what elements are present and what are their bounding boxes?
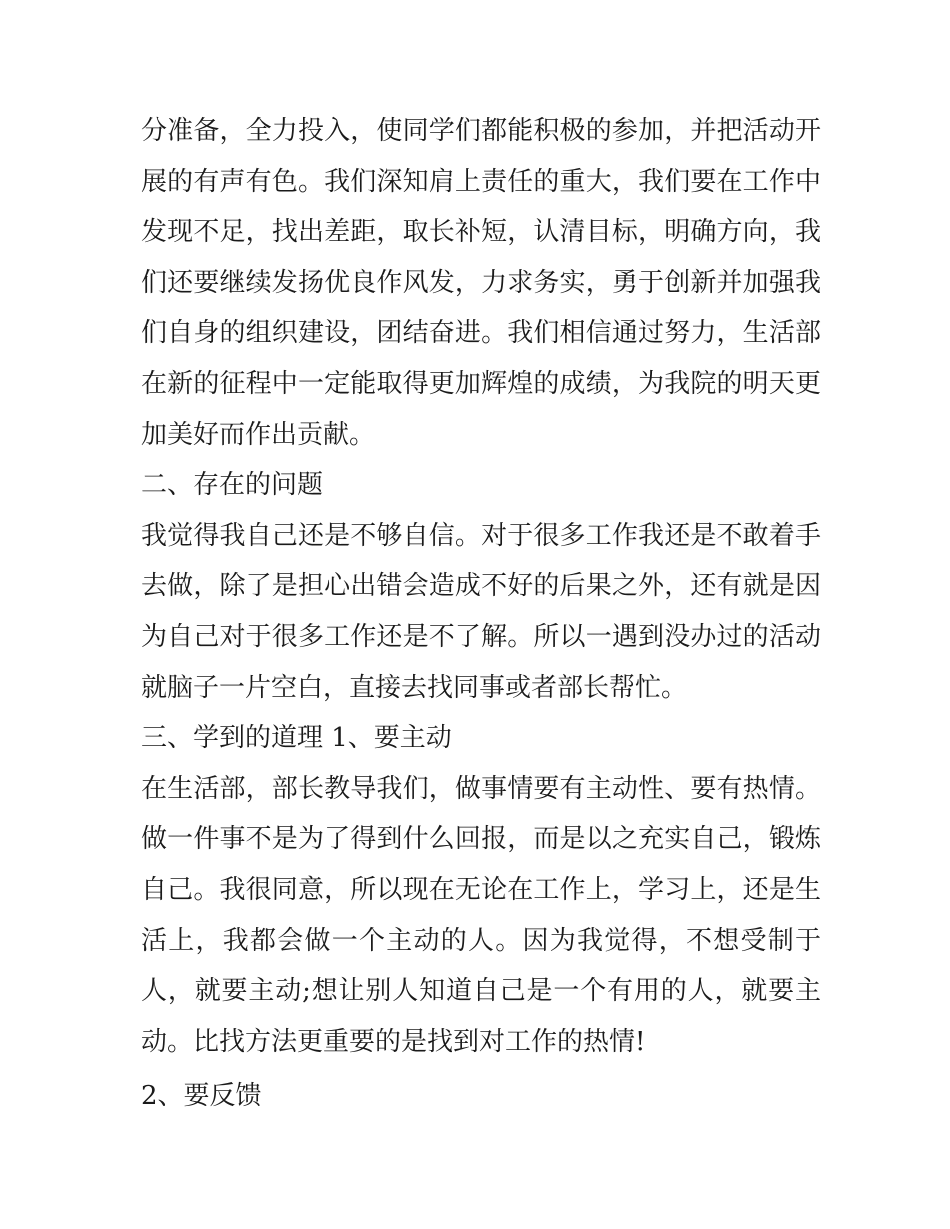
paragraph-be-proactive: 在生活部，部长教导我们，做事情要有主动性、要有热情。做一件事不是为了得到什么回报，而是以之充实自己，锻炼自己。我很同意，所以现在无论在工作上，学习上，还是生活上，我都会做一个主动的人。因为我觉得，不想受制于人，就要主动;想让别人知道自己是一个有用的人，就要主动。比找方法更重要的是找到对工作的热情!: [141, 773, 821, 1057]
heading-lessons-learned: 三、学到的道理 1、要主动: [141, 723, 452, 754]
heading-give-feedback: 2、要反馈: [141, 1081, 262, 1112]
paragraph-summary-continued: 分准备，全力投入，使同学们都能积极的参加，并把活动开展的有声有色。我们深知肩上责任的重大，我们要在工作中发现不足，找出差距，取长补短，认清目标，明确方向，我们还要继续发扬优良作风发，力求务实，勇于创新并加强我们自身的组织建设，团结奋进。我们相信通过努力，生活部在新的征程中一定能取得更加辉煌的成绩，为我院的明天更加美好而作出贡献。: [141, 116, 821, 450]
heading-existing-problems: 二、存在的问题: [141, 470, 324, 501]
document-body: [141, 106, 821, 1122]
paragraph-problems: 我觉得我自己还是不够自信。对于很多工作我还是不敢着手去做，除了是担心出错会造成不好的后果之外，还有就是因为自己对于很多工作还是不了解。所以一遇到没办过的活动就脑子一片空白，直接去找同事或者部长帮忙。: [141, 520, 821, 703]
